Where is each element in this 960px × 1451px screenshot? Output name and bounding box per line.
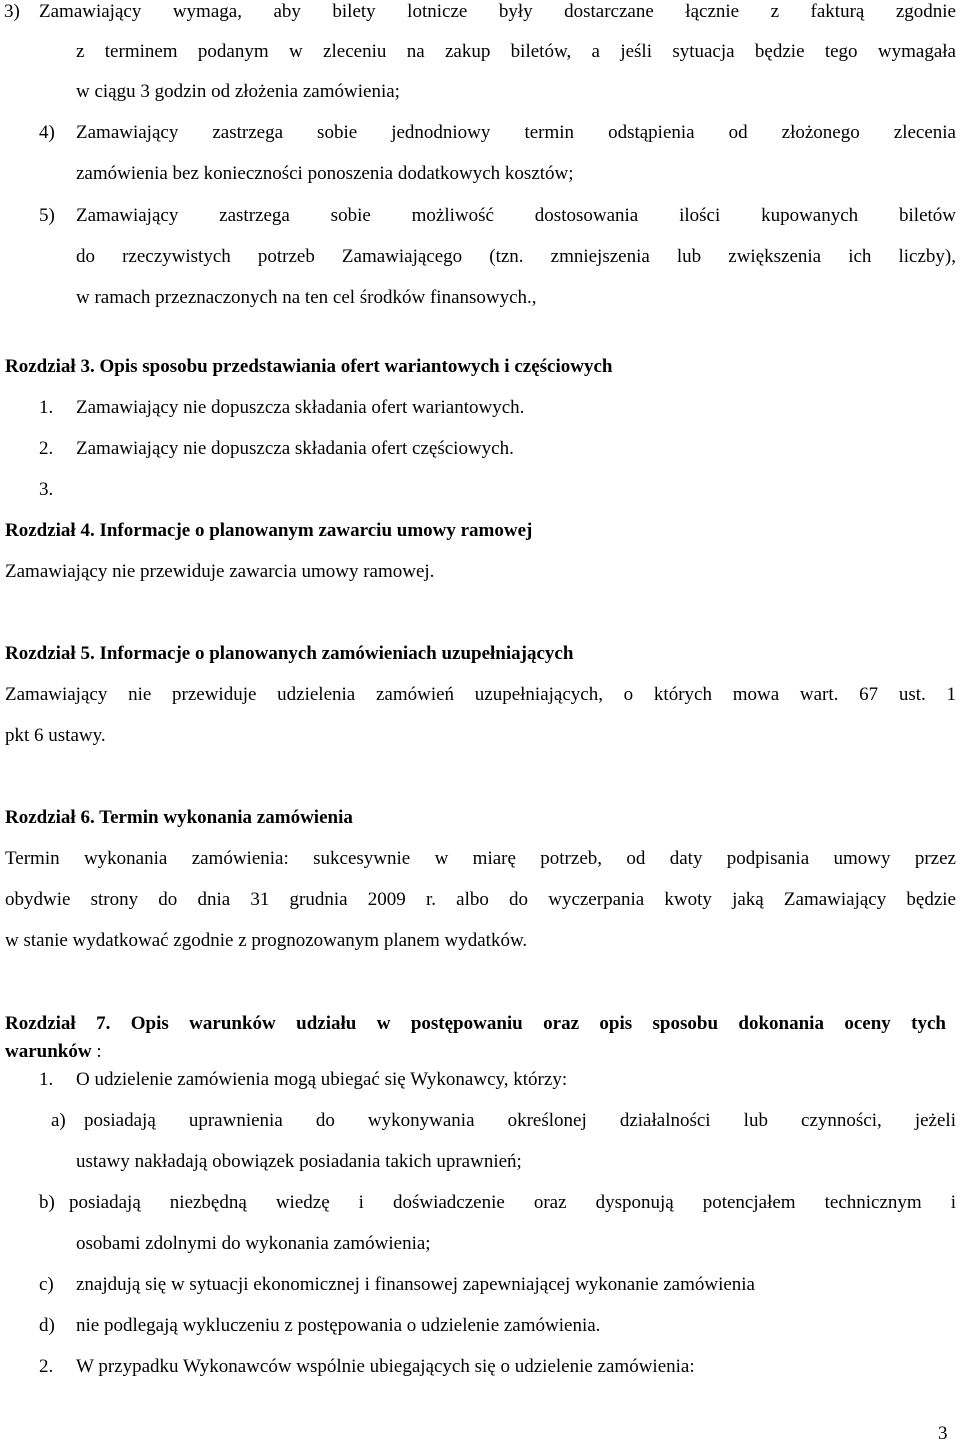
- subitem-a-line-2: ustawy nakładają obowiązek posiadania takich uprawnień;: [76, 1151, 522, 1172]
- chapter-6-title: Termin wykonania zamówienia: [99, 807, 353, 828]
- chapter-7-title-line-2: warunków: [5, 1041, 92, 1062]
- chapter-5-line-2: pkt 6 ustawy.: [5, 725, 106, 746]
- chapter-5-title: Informacje o planowanych zamówieniach uzupełniających: [99, 643, 574, 664]
- chapter-7-item-2-number: 2.: [39, 1356, 54, 1377]
- subitem-c-letter: c): [39, 1274, 54, 1295]
- chapter-4-body: Zamawiający nie przewiduje zawarcia umowy ramowej.: [5, 561, 435, 582]
- chapter-3-item-2-number: 2.: [39, 438, 54, 459]
- chapter-6-heading: [5, 806, 353, 830]
- chapter-7-item-1-text: O udzielenie zamówienia mogą ubiegać się Wykonawcy, którzy:: [76, 1069, 568, 1090]
- subitem-b-line-1: posiadają niezbędną wiedzę i doświadczenie oraz dysponują potencjałem technicznym i: [69, 1192, 956, 1213]
- item-3-line-3: w ciągu 3 godzin od złożenia zamówienia;: [76, 81, 400, 102]
- chapter-6-line-3: w stanie wydatkować zgodnie z prognozowanym planem wydatków.: [5, 930, 528, 951]
- item-5-line-1: Zamawiający zastrzega sobie możliwość dostosowania ilości kupowanych biletów: [76, 205, 956, 226]
- chapter-6-line-1: Termin wykonania zamówienia: sukcesywnie w miarę potrzeb, od daty podpisania umowy przez: [5, 848, 956, 869]
- chapter-7-item-1-number: 1.: [39, 1069, 54, 1090]
- item-3-line-1: Zamawiający wymaga, aby bilety lotnicze były dostarczane łącznie z fakturą zgodnie: [39, 1, 956, 22]
- chapter-4-label: Rozdział 4.: [5, 520, 95, 541]
- chapter-7-heading-line-1: [5, 1012, 946, 1036]
- chapter-3-item-2-text: Zamawiający nie dopuszcza składania ofert częściowych.: [76, 438, 514, 459]
- item-5-line-2: do rzeczywistych potrzeb Zamawiającego (tzn. zmniejszenia lub zwiększenia ich liczby),: [76, 246, 956, 267]
- chapter-4-title: Informacje o planowanym zawarciu umowy ramowej: [99, 520, 533, 541]
- chapter-7-title-line-1: Opis warunków udziału w postępowaniu oraz opis sposobu dokonania oceny tych: [130, 1013, 946, 1034]
- item-4-line-1: Zamawiający zastrzega sobie jednodniowy termin odstąpienia od złożonego zlecenia: [76, 122, 956, 143]
- subitem-a-letter: a): [51, 1110, 66, 1131]
- chapter-3-label: Rozdział 3.: [5, 356, 95, 377]
- item-4-number: 4): [39, 122, 55, 143]
- subitem-b-letter: b): [39, 1192, 55, 1213]
- chapter-4-heading: [5, 519, 532, 543]
- chapter-3-item-3-number: 3.: [39, 479, 54, 500]
- subitem-b-line-2: osobami zdolnymi do wykonania zamówienia;: [76, 1233, 431, 1254]
- item-5-number: 5): [39, 205, 55, 226]
- chapter-6-label: Rozdział 6.: [5, 807, 95, 828]
- item-5-line-3: w ramach przeznaczonych na ten cel środków finansowych.,: [76, 287, 537, 308]
- page-number: 3: [938, 1423, 948, 1444]
- subitem-d-line-1: nie podlegają wykluczeniu z postępowania o udzielenie zamówienia.: [76, 1315, 601, 1336]
- chapter-3-item-1-text: Zamawiający nie dopuszcza składania ofert wariantowych.: [76, 397, 525, 418]
- chapter-7-item-2-text: W przypadku Wykonawców wspólnie ubiegających się o udzielenie zamówienia:: [76, 1356, 695, 1377]
- item-3-number: 3): [4, 1, 20, 22]
- chapter-7-title-suffix: :: [91, 1041, 102, 1062]
- chapter-5-line-1: Zamawiający nie przewiduje udzielenia zamówień uzupełniających, o których mowa wart. 67 ust. 1: [5, 684, 956, 705]
- chapter-3-heading: [5, 355, 612, 379]
- subitem-d-letter: d): [39, 1315, 55, 1336]
- chapter-3-title: Opis sposobu przedstawiania ofert wariantowych i częściowych: [99, 356, 613, 377]
- chapter-7-label: Rozdział 7.: [5, 1013, 111, 1034]
- chapter-7-heading-line-2: [5, 1040, 102, 1064]
- chapter-5-heading: [5, 642, 573, 666]
- chapter-3-item-1-number: 1.: [39, 397, 54, 418]
- chapter-5-label: Rozdział 5.: [5, 643, 95, 664]
- chapter-6-line-2: obydwie strony do dnia 31 grudnia 2009 r. albo do wyczerpania kwoty jaką Zamawiający będzie: [5, 889, 956, 910]
- item-4-line-2: zamówienia bez konieczności ponoszenia dodatkowych kosztów;: [76, 163, 574, 184]
- subitem-a-line-1: posiadają uprawnienia do wykonywania określonej działalności lub czynności, jeżeli: [84, 1110, 956, 1131]
- item-3-line-2: z terminem podanym w zleceniu na zakup biletów, a jeśli sytuacja będzie tego wymagała: [76, 41, 956, 62]
- subitem-c-line-1: znajdują się w sytuacji ekonomicznej i finansowej zapewniającej wykonanie zamówienia: [76, 1274, 755, 1295]
